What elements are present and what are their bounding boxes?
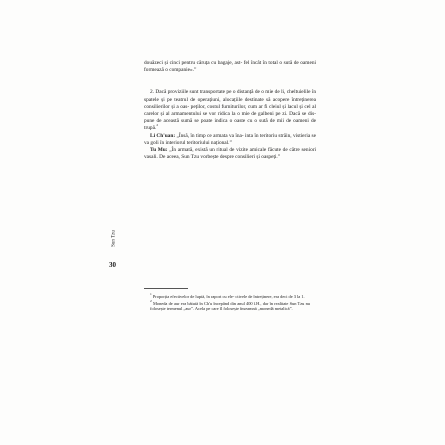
page-number: 30: [109, 261, 116, 269]
paragraph-continuation: douăzeci și cinci pentru căruța cu bagaje, ast- fel încât în total o sută de oameni formează o companie».”: [144, 60, 316, 74]
paragraph-spacer: [144, 74, 316, 89]
commentary-text: „În armată, există un ritual de vizite amicale făcute de către seniori vasali. De aceea, Sun Tzu vorbește despre consilieri și oaspeți.”: [144, 147, 316, 161]
footnote-mark: 1: [150, 292, 152, 296]
paragraph-provisions: [144, 89, 316, 132]
running-head: Sun Tzu: [111, 230, 117, 247]
paragraph-li-chuan: [144, 133, 316, 147]
footnote: [150, 294, 310, 300]
commentator-name: Li Ch'uan:: [150, 132, 176, 139]
footnote-mark: 2: [150, 298, 152, 303]
footnote-ref: 2: [156, 123, 159, 128]
footnote-text: Proporția efectivelor de luptă, în raport cu ele- ctivele de întreținere, era deci de 3 la 1.: [152, 294, 305, 299]
paragraph-tu-mu: [144, 147, 316, 161]
page-gutter: [107, 229, 121, 269]
footnote-divider: [144, 288, 188, 289]
commentary-text: „Însă, în timp ce armata va îna- inta în teritoriu străin, vistieria se va goli în interiorul teritoriului național.”: [144, 132, 316, 146]
paragraph-provisions-text: 2. Dacă proviziile sunt transportate pe o distanță de o mie de li, cheltuielile în spatele și pe teatrul de operațiuni, alocațiile destinate să acopere întreținerea consilierilor și a oas- peților, costul furniturilor, cum ar fi cleiul și lacul și cel al carelor și al armamentului se vor ridica la o mie de galbeni pe zi. Dacă se dis- pune de această sumă se poate indica o oaste cu o sută de mii de oameni de trupă.: [144, 89, 316, 132]
footnotes: [150, 294, 310, 313]
commentator-name: Tu Mu:: [150, 147, 168, 154]
body-text: [144, 60, 316, 161]
footnote: [150, 298, 310, 312]
footnote-text: Moneda de aur era bătută în Ch'u începând din anul 400 î.H., dar în realitate Sun Tzu nu folosește termenul „aur”. Acela pe care îl folosește înseamnă „monedă metalică”.: [150, 300, 310, 312]
